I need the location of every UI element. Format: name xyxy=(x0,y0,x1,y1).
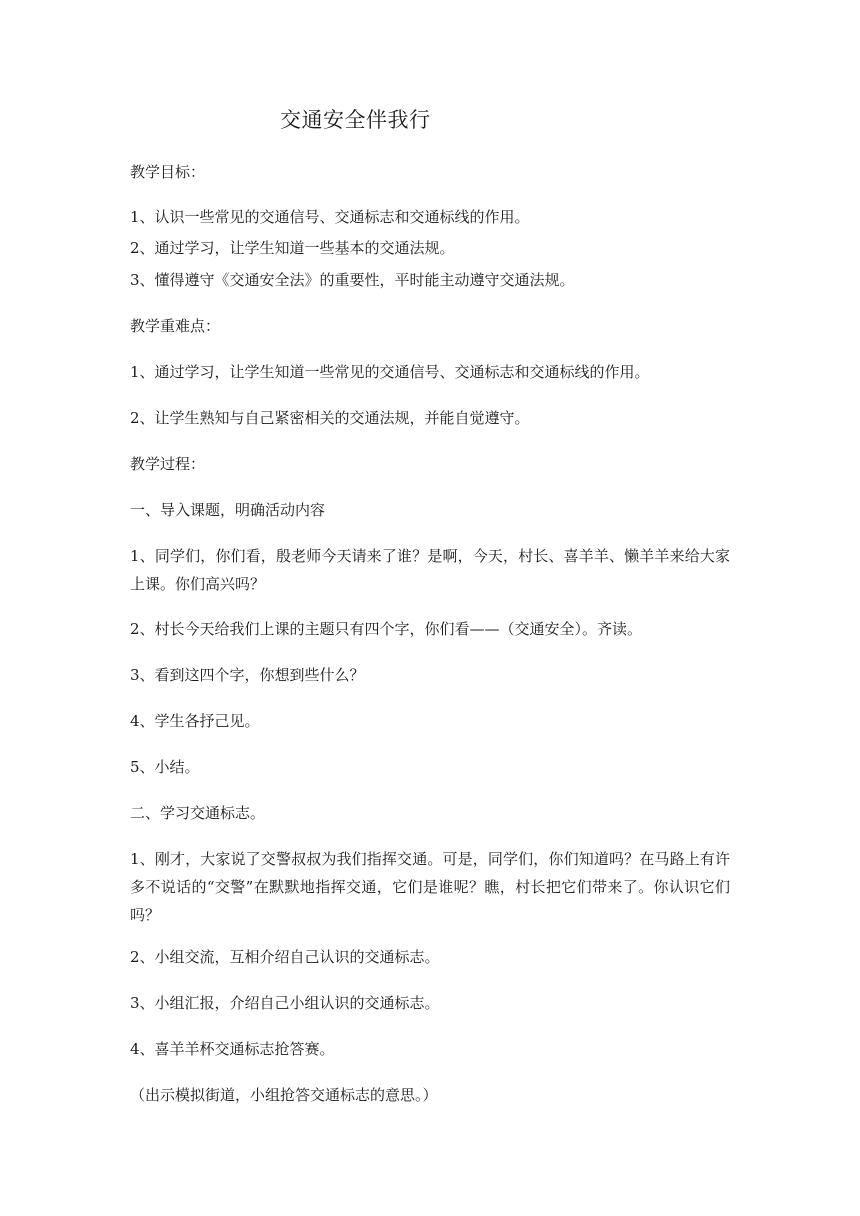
key-points-heading: 教学重难点： xyxy=(130,317,221,335)
document-title: 交通安全伴我行 xyxy=(280,108,431,132)
key-point-item: 2、让学生熟知与自己紧密相关的交通法规，并能自觉遵守。 xyxy=(130,409,530,427)
section1-item: 2、村长今天给我们上课的主题只有四个字，你们看——（交通安全）。齐读。 xyxy=(130,620,643,638)
objective-item: 3、懂得遵守《交通安全法》的重要性，平时能主动遵守交通法规。 xyxy=(130,271,575,289)
section1-heading: 一、导入课题，明确活动内容 xyxy=(130,501,326,519)
section2-item: 3、小组汇报，介绍自己小组认识的交通标志。 xyxy=(130,994,440,1012)
objective-item: 2、通过学习，让学生知道一些基本的交通法规。 xyxy=(130,239,455,257)
objective-item: 1、认识一些常见的交通信号、交通标志和交通标线的作用。 xyxy=(130,208,530,226)
section2-heading: 二、学习交通标志。 xyxy=(130,804,266,822)
process-heading: 教学过程： xyxy=(130,455,206,473)
section2-item: 4、喜羊羊杯交通标志抢答赛。 xyxy=(130,1040,335,1058)
section1-item: 5、小结。 xyxy=(130,758,200,776)
section2-item: 2、小组交流，互相介绍自己认识的交通标志。 xyxy=(130,948,440,966)
key-point-item: 1、通过学习，让学生知道一些常见的交通信号、交通标志和交通标线的作用。 xyxy=(130,363,650,381)
section1-item: 4、学生各抒己见。 xyxy=(130,712,260,730)
section2-note: （出示模拟街道，小组抢答交通标志的意思。） xyxy=(130,1086,438,1104)
section2-item: 1、刚才，大家说了交警叔叔为我们指挥交通。可是，同学们，你们知道吗？在马路上有许多不说话的“交警”在默默地指挥交通，它们是谁呢？瞧，村长把它们带来了。你认识它们吗？ xyxy=(130,850,730,924)
objectives-heading: 教学目标： xyxy=(130,163,206,181)
section1-item: 3、看到这四个字，你想到些什么？ xyxy=(130,666,365,684)
section1-item: 1、同学们，你们看，殷老师今天请来了谁？是啊，今天，村长、喜羊羊、懒羊羊来给大家上课。你们高兴吗？ xyxy=(130,547,730,593)
